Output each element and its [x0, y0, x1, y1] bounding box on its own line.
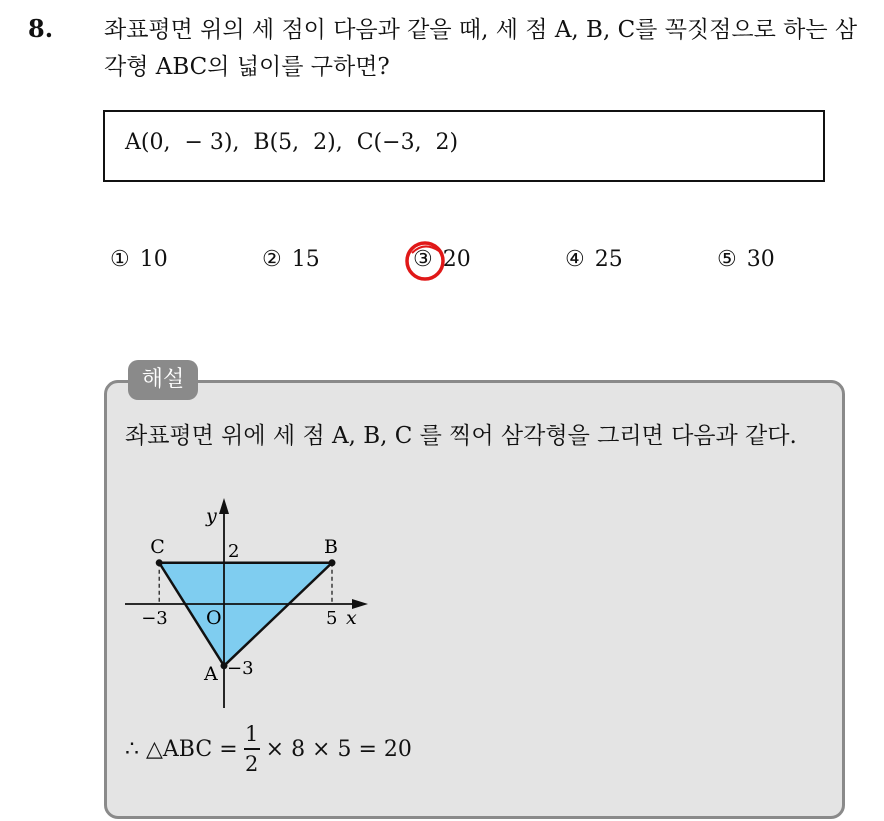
- tick-label-x-pos: 5: [326, 608, 338, 629]
- tick-label-y-neg: −3: [227, 657, 254, 679]
- point-b: [329, 559, 336, 566]
- choice-3-mark: ③: [413, 247, 433, 272]
- solution-tag: 해설: [128, 360, 198, 400]
- label-a: A: [204, 662, 218, 685]
- fraction-bar: [244, 748, 260, 750]
- label-b: B: [324, 535, 338, 558]
- question-text: 좌표평면 위의 세 점이 다음과 같을 때, 세 점 A, B, C를 꼭짓점으로 하는 삼각형 ABC의 넓이를 구하면?: [104, 17, 858, 80]
- choice-2-value: 15: [291, 247, 320, 272]
- fraction-numerator: 1: [244, 722, 259, 746]
- solution-text: 좌표평면 위에 세 점 A, B, C 를 찍어 삼각형을 그리면 다음과 같다.: [125, 423, 797, 449]
- choice-1-value: 10: [139, 247, 168, 272]
- choice-2-mark: ②: [262, 247, 282, 272]
- tick-label-y-pos: 2: [228, 540, 240, 562]
- fraction-denominator: 2: [244, 752, 259, 776]
- triangle-abc: [159, 563, 332, 666]
- conclusion-suffix: × 8 × 5 = 20: [265, 736, 412, 762]
- x-axis-label: x: [346, 607, 357, 629]
- label-c: C: [150, 535, 165, 558]
- y-axis-arrow: [219, 498, 229, 514]
- choice-5-value: 30: [746, 247, 775, 272]
- y-axis-label: y: [206, 505, 217, 527]
- conclusion-prefix: ∴ △ABC =: [125, 736, 238, 762]
- question-number: 8.: [28, 14, 54, 43]
- tick-label-x-neg: −3: [141, 608, 168, 629]
- conclusion-equation: [125, 722, 412, 776]
- choice-1-mark: ①: [110, 247, 130, 272]
- fraction-one-half: [244, 722, 260, 776]
- point-c: [156, 559, 163, 566]
- choice-4-mark: ④: [565, 247, 585, 272]
- choice-5-mark: ⑤: [717, 247, 737, 272]
- origin-label: O: [206, 607, 222, 629]
- choice-4-value: 25: [594, 247, 623, 272]
- given-points-text: A(0, − 3), B(5, 2), C(−3, 2): [125, 130, 459, 155]
- choice-3-value: 20: [442, 247, 471, 272]
